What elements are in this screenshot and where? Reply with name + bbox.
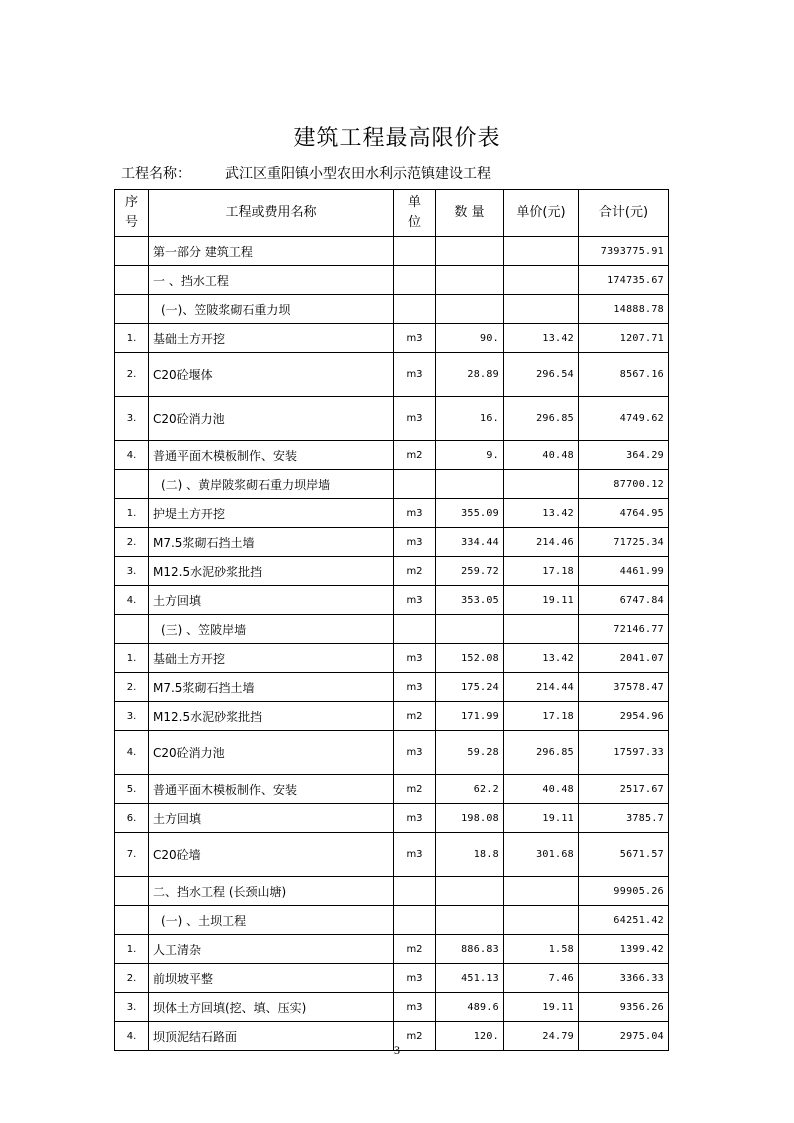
cell-name: C20砼墙	[149, 833, 394, 877]
cell-qty	[436, 877, 504, 906]
cell-total: 14888.78	[579, 295, 669, 324]
section-row	[115, 877, 669, 906]
cell-no: 3.	[115, 993, 149, 1022]
cell-price	[504, 615, 579, 644]
cell-no: 1.	[115, 644, 149, 673]
cell-total: 4461.99	[579, 557, 669, 586]
cell-price: 296.85	[504, 397, 579, 441]
cell-no: 4.	[115, 731, 149, 775]
cell-price: 296.85	[504, 731, 579, 775]
cell-total: 1399.42	[579, 935, 669, 964]
cell-price: 13.42	[504, 499, 579, 528]
cell-total: 2954.96	[579, 702, 669, 731]
item-row	[115, 673, 669, 702]
item-row	[115, 586, 669, 615]
item-row	[115, 557, 669, 586]
section-row	[115, 295, 669, 324]
cell-name: 第一部分 建筑工程	[149, 237, 394, 266]
cell-no: 2.	[115, 964, 149, 993]
cell-price: 19.11	[504, 586, 579, 615]
page-number: 3	[394, 1043, 400, 1057]
cell-no: 2.	[115, 528, 149, 557]
cell-name: M7.5浆砌石挡土墙	[149, 673, 394, 702]
cell-name: (二) 、黄岸陂浆砌石重力坝岸墙	[149, 470, 394, 499]
cell-unit: m2	[394, 1022, 436, 1051]
cell-no: 3.	[115, 397, 149, 441]
section-row	[115, 906, 669, 935]
cell-total: 9356.26	[579, 993, 669, 1022]
project-label: 工程名称：	[121, 166, 191, 182]
item-row	[115, 441, 669, 470]
cell-unit: m2	[394, 702, 436, 731]
header-unit: 单位	[394, 190, 436, 237]
cell-qty: 62.2	[436, 775, 504, 804]
cell-unit	[394, 906, 436, 935]
cell-price: 40.48	[504, 441, 579, 470]
item-row	[115, 644, 669, 673]
page-title: 建筑工程最高限价表	[293, 126, 501, 151]
cell-no: 2.	[115, 353, 149, 397]
cell-price: 301.68	[504, 833, 579, 877]
price-table	[114, 189, 669, 1051]
cell-price	[504, 877, 579, 906]
cell-qty	[436, 906, 504, 935]
cell-name: C20砼堰体	[149, 353, 394, 397]
cell-total: 2041.07	[579, 644, 669, 673]
cell-qty: 489.6	[436, 993, 504, 1022]
cell-qty: 59.28	[436, 731, 504, 775]
cell-price: 296.54	[504, 353, 579, 397]
cell-qty	[436, 295, 504, 324]
cell-price: 19.11	[504, 993, 579, 1022]
cell-name: 坝顶泥结石路面	[149, 1022, 394, 1051]
cell-total: 4749.62	[579, 397, 669, 441]
cell-name: 人工清杂	[149, 935, 394, 964]
cell-qty: 171.99	[436, 702, 504, 731]
header-no: 序号	[115, 190, 149, 237]
cell-qty: 16.	[436, 397, 504, 441]
cell-unit: m3	[394, 804, 436, 833]
item-row	[115, 993, 669, 1022]
cell-qty	[436, 237, 504, 266]
cell-no: 4.	[115, 1022, 149, 1051]
cell-no	[115, 295, 149, 324]
cell-name: (三) 、笠陂岸墙	[149, 615, 394, 644]
cell-qty: 198.08	[436, 804, 504, 833]
item-row	[115, 833, 669, 877]
cell-qty	[436, 615, 504, 644]
project-name: 武江区重阳镇小型农田水利示范镇建设工程	[225, 166, 491, 182]
cell-qty: 334.44	[436, 528, 504, 557]
cell-no	[115, 237, 149, 266]
cell-unit	[394, 877, 436, 906]
cell-qty	[436, 266, 504, 295]
cell-total: 2975.04	[579, 1022, 669, 1051]
cell-total: 5671.57	[579, 833, 669, 877]
cell-total: 87700.12	[579, 470, 669, 499]
cell-name: 一 、挡水工程	[149, 266, 394, 295]
section-row	[115, 470, 669, 499]
cell-price	[504, 295, 579, 324]
cell-total: 71725.34	[579, 528, 669, 557]
cell-unit: m3	[394, 499, 436, 528]
section-row	[115, 615, 669, 644]
cell-unit	[394, 470, 436, 499]
cell-total: 99905.26	[579, 877, 669, 906]
cell-qty: 18.8	[436, 833, 504, 877]
cell-unit: m2	[394, 441, 436, 470]
cell-name: C20砼消力池	[149, 731, 394, 775]
cell-name: M12.5水泥砂浆批挡	[149, 702, 394, 731]
cell-unit: m2	[394, 557, 436, 586]
cell-name: 土方回填	[149, 804, 394, 833]
cell-name: 普通平面木模板制作、安装	[149, 441, 394, 470]
cell-unit: m3	[394, 993, 436, 1022]
cell-no	[115, 470, 149, 499]
cell-name: (一)、笠陂浆砌石重力坝	[149, 295, 394, 324]
cell-unit	[394, 266, 436, 295]
cell-total: 6747.84	[579, 586, 669, 615]
cell-total: 72146.77	[579, 615, 669, 644]
cell-name: 坝体土方回填(挖、填、压实)	[149, 993, 394, 1022]
cell-no: 5.	[115, 775, 149, 804]
cell-no: 4.	[115, 441, 149, 470]
cell-no: 1.	[115, 499, 149, 528]
cell-price	[504, 470, 579, 499]
cell-name: 普通平面木模板制作、安装	[149, 775, 394, 804]
cell-total: 17597.33	[579, 731, 669, 775]
cell-unit: m3	[394, 964, 436, 993]
cell-unit	[394, 295, 436, 324]
cell-qty: 259.72	[436, 557, 504, 586]
item-row	[115, 528, 669, 557]
item-row	[115, 775, 669, 804]
cell-no: 1.	[115, 935, 149, 964]
cell-total: 8567.16	[579, 353, 669, 397]
cell-name: M7.5浆砌石挡土墙	[149, 528, 394, 557]
cell-qty: 120.	[436, 1022, 504, 1051]
cell-qty: 28.89	[436, 353, 504, 397]
cell-unit: m3	[394, 324, 436, 353]
cell-price: 17.18	[504, 557, 579, 586]
cell-qty: 353.05	[436, 586, 504, 615]
cell-qty: 355.09	[436, 499, 504, 528]
cell-unit: m3	[394, 673, 436, 702]
cell-unit: m2	[394, 935, 436, 964]
cell-qty: 175.24	[436, 673, 504, 702]
cell-name: 二、挡水工程 (长颈山塘)	[149, 877, 394, 906]
cell-unit: m3	[394, 586, 436, 615]
cell-unit: m3	[394, 528, 436, 557]
cell-price: 40.48	[504, 775, 579, 804]
cell-total: 64251.42	[579, 906, 669, 935]
cell-unit: m3	[394, 353, 436, 397]
cell-price: 7.46	[504, 964, 579, 993]
cell-no: 2.	[115, 673, 149, 702]
cell-price: 13.42	[504, 324, 579, 353]
cell-name: (一) 、土坝工程	[149, 906, 394, 935]
cell-unit: m3	[394, 731, 436, 775]
item-row	[115, 324, 669, 353]
cell-price: 24.79	[504, 1022, 579, 1051]
cell-total: 3366.33	[579, 964, 669, 993]
cell-unit	[394, 615, 436, 644]
cell-name: 基础土方开挖	[149, 324, 394, 353]
cell-name: M12.5水泥砂浆批挡	[149, 557, 394, 586]
cell-price	[504, 906, 579, 935]
cell-unit: m2	[394, 775, 436, 804]
cell-name: C20砼消力池	[149, 397, 394, 441]
item-row	[115, 499, 669, 528]
cell-total: 364.29	[579, 441, 669, 470]
cell-total: 7393775.91	[579, 237, 669, 266]
cell-price: 19.11	[504, 804, 579, 833]
item-row	[115, 804, 669, 833]
cell-total: 37578.47	[579, 673, 669, 702]
cell-price: 17.18	[504, 702, 579, 731]
cell-no	[115, 615, 149, 644]
cell-no: 6.	[115, 804, 149, 833]
cell-name: 基础土方开挖	[149, 644, 394, 673]
cell-total: 174735.67	[579, 266, 669, 295]
cell-no: 3.	[115, 702, 149, 731]
cell-total: 4764.95	[579, 499, 669, 528]
cell-qty: 9.	[436, 441, 504, 470]
cell-qty: 451.13	[436, 964, 504, 993]
header-price: 单价(元)	[504, 190, 579, 237]
cell-no	[115, 906, 149, 935]
item-row	[115, 731, 669, 775]
cell-price: 13.42	[504, 644, 579, 673]
cell-unit	[394, 237, 436, 266]
cell-unit: m3	[394, 833, 436, 877]
table-body	[115, 237, 669, 1051]
cell-price	[504, 237, 579, 266]
item-row	[115, 935, 669, 964]
cell-no	[115, 877, 149, 906]
cell-no	[115, 266, 149, 295]
cell-unit: m3	[394, 644, 436, 673]
cell-name: 护堤土方开挖	[149, 499, 394, 528]
cell-total: 1207.71	[579, 324, 669, 353]
cell-price: 214.46	[504, 528, 579, 557]
header-name: 工程或费用名称	[149, 190, 394, 237]
cell-no: 3.	[115, 557, 149, 586]
cell-total: 2517.67	[579, 775, 669, 804]
cell-no: 1.	[115, 324, 149, 353]
cell-qty: 886.83	[436, 935, 504, 964]
cell-price	[504, 266, 579, 295]
cell-unit: m3	[394, 397, 436, 441]
cell-qty	[436, 470, 504, 499]
cell-name: 前坝坡平整	[149, 964, 394, 993]
cell-total: 3785.7	[579, 804, 669, 833]
header-total: 合计(元)	[579, 190, 669, 237]
section-row	[115, 237, 669, 266]
header-qty: 数 量	[436, 190, 504, 237]
item-row	[115, 397, 669, 441]
item-row	[115, 964, 669, 993]
cell-price: 214.44	[504, 673, 579, 702]
item-row	[115, 353, 669, 397]
cell-no: 7.	[115, 833, 149, 877]
cell-qty: 90.	[436, 324, 504, 353]
cell-no: 4.	[115, 586, 149, 615]
cell-name: 土方回填	[149, 586, 394, 615]
table-header-row	[115, 190, 669, 237]
cell-price: 1.58	[504, 935, 579, 964]
section-row	[115, 266, 669, 295]
item-row	[115, 702, 669, 731]
cell-qty: 152.08	[436, 644, 504, 673]
project-line	[121, 163, 491, 183]
